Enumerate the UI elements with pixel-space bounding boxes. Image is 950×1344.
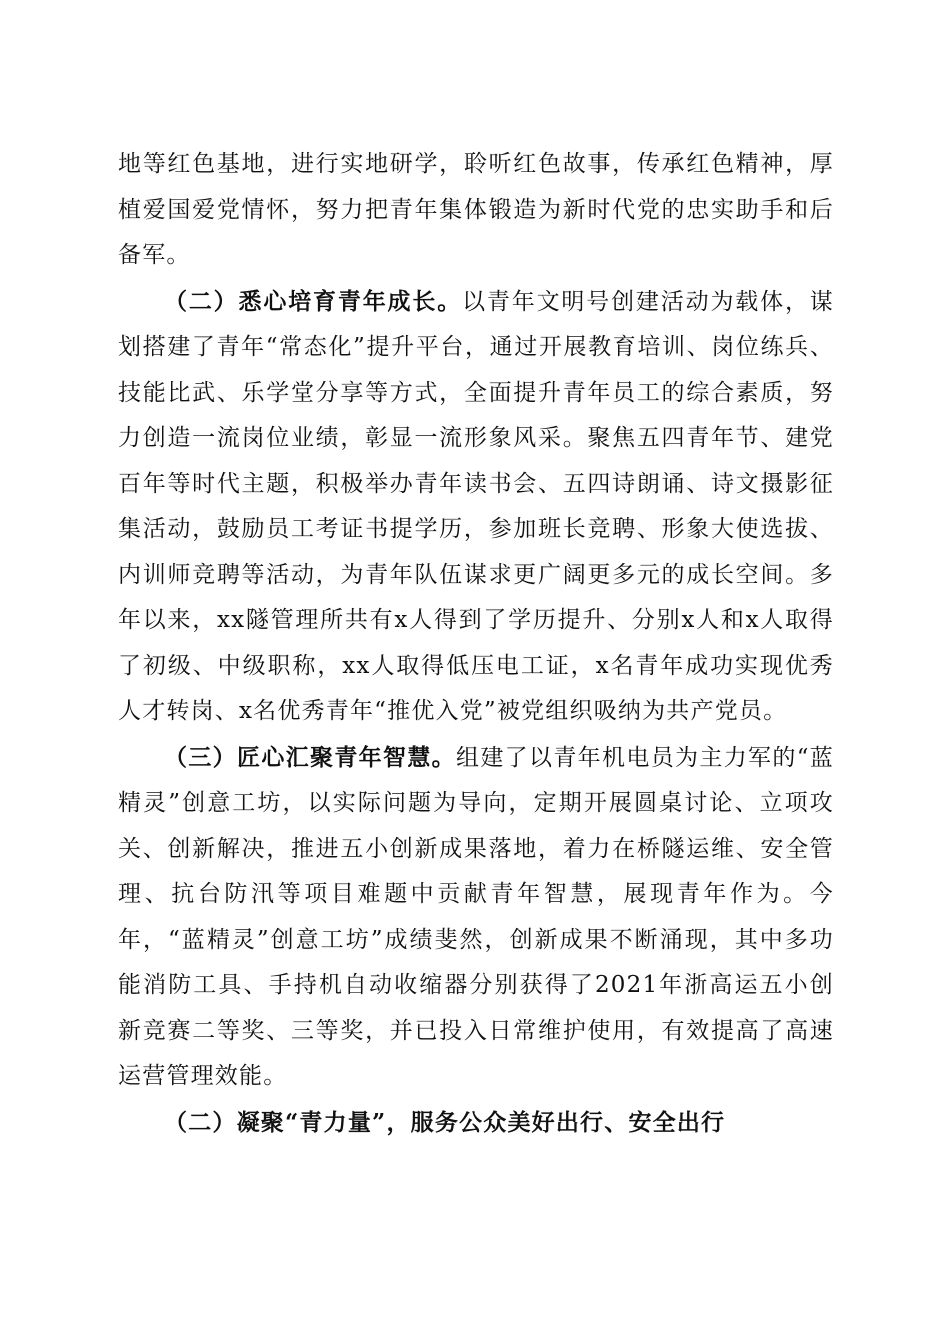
paragraph-text: 组建了以青年机电员为主力军的“蓝精灵”创意工坊，以实际问题为导向，定期开展圆桌讨论、立项攻关、创新解决，推进五小创新成果落地，着力在桥隧运维、安全管理、抗台防汛等项目难题中贡献青年智慧，展现青年作为。今年，“蓝精灵”创意工坊”成绩斐然，创新成果不断涌现，其中多功能消防工具、手持机自动收缩器分别获得了2021年浙高运五小创新竞赛二等奖、三等奖，并已投入日常维护使用，有效提高了高速运营管理效能。 (118, 744, 834, 1089)
paragraph-heading: （二）悉心培育青年成长。 (164, 287, 463, 315)
section-heading (118, 1100, 834, 1147)
document-body (118, 142, 834, 1146)
section-heading-text: （二）凝聚“青力量”，服务公众美好出行、安全出行 (164, 1108, 726, 1136)
paragraph-continuation (118, 142, 834, 279)
paragraph-youth-growth (118, 279, 834, 735)
paragraph-text: 地等红色基地，进行实地研学，聆听红色故事，传承红色精神，厚植爱国爱党情怀，努力把青年集体锻造为新时代党的忠实助手和后备军。 (118, 151, 834, 268)
paragraph-youth-wisdom (118, 735, 834, 1100)
paragraph-heading: （三）匠心汇聚青年智慧。 (164, 743, 457, 771)
paragraph-text: 以青年文明号创建活动为载体，谋划搭建了青年“常态化”提升平台，通过开展教育培训、岗位练兵、技能比武、乐学堂分享等方式，全面提升青年员工的综合素质，努力创造一流岗位业绩，彰显一流形象风采。聚焦五四青年节、建党百年等时代主题，积极举办青年读书会、五四诗朗诵、诗文摄影征集活动，鼓励员工考证书提学历，参加班长竞聘、形象大使选拔、内训师竞聘等活动，为青年队伍谋求更广阔更多元的成长空间。多年以来，xx隧管理所共有x人得到了学历提升、分别x人和x人取得了初级、中级职称，xx人取得低压电工证，x名青年成功实现优秀人才转岗、x名优秀青年“推优入党”被党组织吸纳为共产党员。 (118, 288, 834, 724)
